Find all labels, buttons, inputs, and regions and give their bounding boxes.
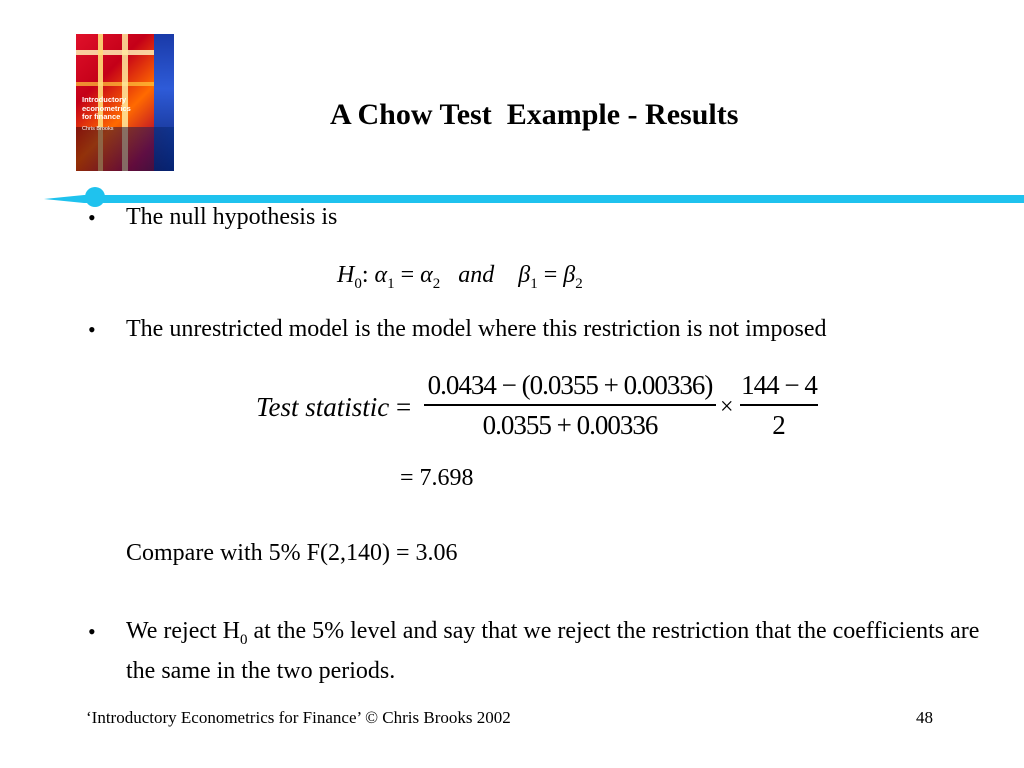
cover-title: Introductory econometrics for finance	[82, 95, 131, 121]
bullet-marker: •	[88, 619, 96, 644]
footer-copyright: ‘Introductory Econometrics for Finance’ © Chris Brooks 2002	[86, 708, 511, 727]
test-statistic-label: Test statistic	[256, 392, 390, 422]
equals-sign: =	[396, 392, 412, 422]
fraction2-numerator: 144 − 4	[741, 370, 817, 400]
page-number: 48	[916, 708, 933, 727]
fraction-bar	[424, 404, 716, 406]
bullet-marker: •	[88, 317, 96, 342]
accent-dot	[85, 187, 105, 207]
fraction2-denominator: 2	[772, 410, 786, 440]
bullet-unrestricted-model: The unrestricted model is the model where this restriction is not imposed	[126, 316, 827, 342]
book-cover-image	[76, 34, 174, 171]
critical-value-comparison: Compare with 5% F(2,140) = 3.06	[126, 540, 458, 566]
fraction-denominator: 0.0355 + 0.00336	[482, 410, 658, 440]
times-sign: ×	[720, 394, 734, 420]
test-statistic-result: = 7.698	[400, 465, 474, 491]
null-hypothesis-formula: $H_0$: $\alpha_1 = \alpha_2$ and $\beta_1 = \beta_2$	[337, 262, 583, 292]
bullet-conclusion: We reject $H_0$ at the 5% level and say that we reject the restriction that the coefficients are the same in the two periods.	[126, 618, 980, 684]
fraction2-bar	[740, 404, 818, 406]
slide-title: A Chow Test Example - Results	[330, 98, 739, 131]
bullet-null-hypothesis: The null hypothesis is	[126, 204, 338, 230]
fraction-numerator: 0.0434 − (0.0355 + 0.00336)	[427, 370, 713, 400]
bullet-marker: •	[88, 205, 96, 230]
cover-author: Chris Brooks	[82, 126, 114, 132]
